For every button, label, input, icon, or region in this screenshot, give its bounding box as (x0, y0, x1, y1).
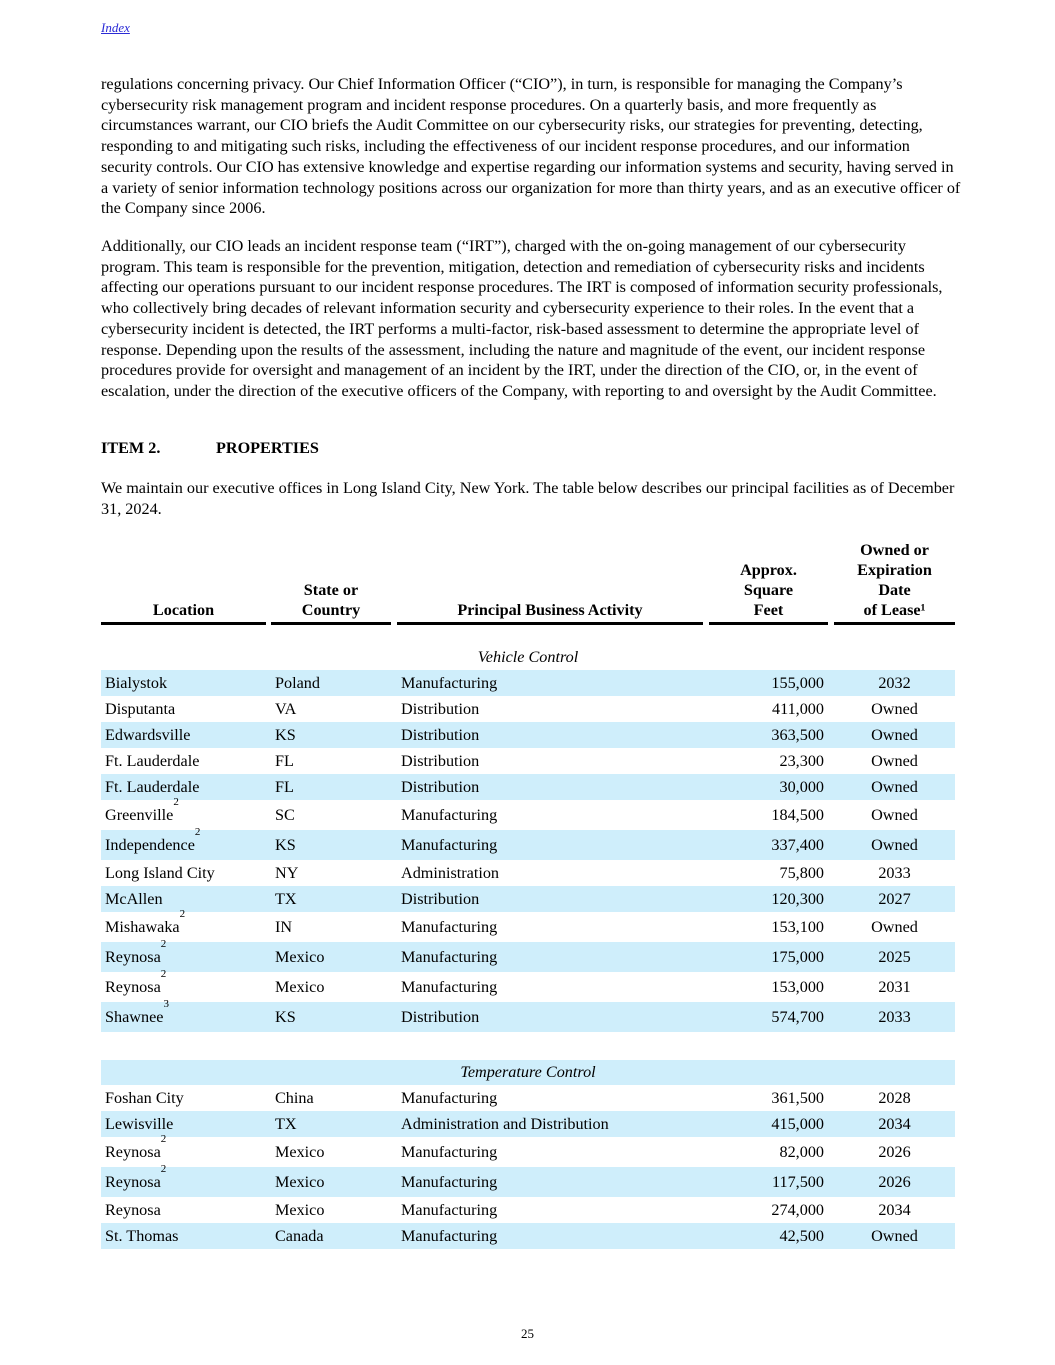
cell-state-country: Mexico (271, 942, 391, 972)
cell-activity: Manufacturing (397, 830, 703, 860)
footnote-marker: 2 (160, 937, 167, 950)
cell-square-feet: 411,000 (771, 699, 824, 718)
cell-square-feet: 337,400 (709, 830, 828, 860)
footnote-marker: 2 (160, 1132, 167, 1145)
cell-square-feet: 120,300 (709, 886, 828, 912)
cell-location: Disputanta (105, 699, 176, 718)
cell-square-feet: 574,700 (709, 1002, 828, 1032)
cell-activity: Manufacturing (401, 1200, 498, 1219)
spacer-row (101, 1032, 955, 1060)
cell-activity: Distribution (401, 699, 480, 718)
cell-state-country: KS (271, 1002, 391, 1032)
cell-activity: Distribution (397, 1002, 703, 1032)
cell-location: Reynosa$^2$ (105, 1132, 167, 1161)
cell-lease: 2032 (834, 670, 955, 696)
table-row (101, 886, 955, 912)
cell-square-feet: 274,000 (771, 1200, 824, 1219)
table-row (101, 1223, 955, 1249)
cell-activity: Manufacturing (401, 977, 498, 996)
cell-lease: 2031 (878, 977, 911, 996)
index-link[interactable]: Index (101, 20, 130, 35)
cell-lease: Owned (871, 917, 918, 936)
cell-state-country: Mexico (271, 1167, 391, 1197)
table-row (101, 830, 955, 860)
cell-activity: Manufacturing (397, 942, 703, 972)
cell-activity: Administration and Distribution (397, 1111, 703, 1137)
paragraph-properties-intro: We maintain our executive offices in Long Island City, New York. The table below describes our principal facilities as of December 31, 2024. (101, 479, 955, 518)
cell-activity: Manufacturing (397, 1167, 703, 1197)
footnote-marker: 2 (160, 967, 167, 980)
cell-lease: Owned (834, 1223, 955, 1249)
footnote-marker: 2 (160, 1162, 167, 1175)
cell-state-country: Poland (271, 670, 391, 696)
cell-location: Edwardsville (101, 722, 266, 748)
table-row (101, 774, 955, 800)
table-row (101, 748, 955, 774)
cell-state-country: KS (271, 830, 391, 860)
cell-location: Independence$^2$ (101, 830, 266, 860)
cell-square-feet: 153,100 (771, 917, 824, 936)
cell-location: Greenville$^2$ (105, 795, 179, 824)
cell-lease: 2033 (878, 863, 911, 882)
cell-square-feet: 175,000 (709, 942, 828, 972)
cell-state-country: KS (271, 722, 391, 748)
cell-state-country: FL (271, 774, 391, 800)
cell-square-feet: 153,000 (771, 977, 824, 996)
footnote-marker: 2 (179, 907, 186, 920)
cell-activity: Manufacturing (401, 1088, 498, 1107)
cell-square-feet: 184,500 (771, 805, 824, 824)
cell-state-country: Mexico (275, 1142, 325, 1161)
cell-location: McAllen (101, 886, 266, 912)
cell-lease: 2033 (834, 1002, 955, 1032)
cell-location: Lewisville (101, 1111, 266, 1137)
cell-activity: Distribution (397, 722, 703, 748)
header-state-country: State or Country (271, 540, 391, 625)
cell-square-feet: 155,000 (709, 670, 828, 696)
cell-activity: Manufacturing (397, 670, 703, 696)
table-row (101, 1167, 955, 1197)
cell-lease: Owned (871, 751, 918, 770)
spacer-row (101, 625, 955, 645)
header-square-feet: Approx. Square Feet (709, 540, 828, 625)
section-title: Temperature Control (101, 1060, 955, 1085)
cell-location: Shawnee$^3$ (101, 1002, 266, 1032)
cell-lease: Owned (871, 805, 918, 824)
cell-activity: Manufacturing (401, 1142, 498, 1161)
properties-table (101, 540, 955, 1249)
table-row (101, 696, 955, 722)
cell-location: Ft. Lauderdale (101, 774, 266, 800)
cell-activity: Manufacturing (401, 917, 498, 936)
cell-location: Reynosa$^2$ (101, 1167, 266, 1197)
cell-lease: Owned (834, 830, 955, 860)
cell-state-country: Mexico (275, 977, 325, 996)
table-row (101, 912, 955, 942)
cell-lease: Owned (834, 722, 955, 748)
cell-square-feet: 117,500 (709, 1167, 828, 1197)
cell-state-country: FL (275, 751, 294, 770)
cell-state-country: TX (271, 886, 391, 912)
cell-square-feet: 361,500 (771, 1088, 824, 1107)
cell-square-feet: 23,300 (779, 751, 824, 770)
footnote-marker: 2 (194, 825, 201, 838)
cell-state-country: NY (275, 863, 299, 882)
cell-location: Mishawaka$^2$ (105, 907, 186, 936)
page-number: 25 (521, 1326, 534, 1341)
item-number: ITEM 2. (101, 439, 161, 457)
footnote-marker: 3 (163, 997, 169, 1010)
table-row (101, 722, 955, 748)
cell-state-country: VA (275, 699, 297, 718)
section-header-row (101, 1060, 955, 1085)
cell-state-country: China (275, 1088, 314, 1107)
table-row (101, 1085, 955, 1111)
cell-lease: 2026 (834, 1167, 955, 1197)
table-row (101, 1197, 955, 1223)
footnote-marker: 2 (173, 795, 179, 808)
table-row (101, 942, 955, 972)
cell-state-country: SC (275, 805, 295, 824)
cell-location: Reynosa$^2$ (101, 942, 266, 972)
header-owned-expiration: Owned or Expiration Date of Lease¹ (834, 540, 955, 625)
cell-location: St. Thomas (101, 1223, 266, 1249)
cell-activity: Administration (401, 863, 500, 882)
cell-lease: 2026 (878, 1142, 911, 1161)
cell-location: Foshan City (105, 1088, 184, 1107)
cell-lease: Owned (871, 699, 918, 718)
table-row (101, 670, 955, 696)
table-row (101, 860, 955, 886)
cell-square-feet: 75,800 (779, 863, 824, 882)
cell-activity: Manufacturing (397, 1223, 703, 1249)
cell-activity: Distribution (401, 751, 480, 770)
cell-lease: Owned (834, 774, 955, 800)
table-row (101, 972, 955, 1002)
cell-activity: Distribution (397, 774, 703, 800)
cell-square-feet: 415,000 (709, 1111, 828, 1137)
section-title: Vehicle Control (477, 648, 579, 666)
cell-location: Long Island City (105, 863, 215, 882)
cell-location: Bialystok (101, 670, 266, 696)
cell-lease: 2034 (834, 1111, 955, 1137)
table-row (101, 800, 955, 830)
cell-state-country: Canada (271, 1223, 391, 1249)
cell-square-feet: 82,000 (779, 1142, 824, 1161)
item-title: PROPERTIES (216, 439, 319, 457)
item-heading (101, 439, 319, 458)
cell-state-country: Mexico (275, 1200, 325, 1219)
table-row (101, 1137, 955, 1167)
cell-activity: Manufacturing (401, 805, 498, 824)
cell-lease: 2028 (878, 1088, 911, 1107)
cell-location: Reynosa (105, 1200, 161, 1219)
cell-square-feet: 30,000 (709, 774, 828, 800)
paragraph-incident-response-team: Additionally, our CIO leads an incident response team (“IRT”), charged with the on-going management of our cybersecurity program. This team is responsible for the prevention, mitigation, detection and remediation of cybersecurity risks and incidents affecting our operations pursuant to our incident response procedures. The IRT is composed of information security professionals, who collectively bring decades of relevant information security and cybersecurity experience to their roles. In the event that a cybersecurity incident is detected, the IRT performs a multi-factor, risk-based assessment to determine the appropriate level of response. Depending upon the results of the assessment, including the nature and magnitude of the event, our incident response procedures provide for oversight and management of an incident by the IRT, under the direction of the CIO, or, in the event of escalation, under the direction of the executive officers of the Company, with reporting to and oversight by the Audit Committee. (101, 237, 943, 400)
cell-lease: 2025 (834, 942, 955, 972)
header-activity: Principal Business Activity (397, 540, 703, 625)
cell-state-country: TX (271, 1111, 391, 1137)
paragraph-cio-responsibilities: regulations concerning privacy. Our Chief Information Officer (“CIO”), in turn, is responsible for managing the Company’s cybersecurity risk management program and incident response procedures. On a quarterly basis, and more frequently as circumstances warrant, our CIO briefs the Audit Committee on our cybersecurity risks, our strategies for preventing, detecting, responding to and mitigating such risks, including the effectiveness of our incident response procedures, and our information security controls. Our CIO has extensive knowledge and expertise regarding our information systems and security, having served in a variety of senior information technology positions across our organization for more than thirty years, and as an executive officer of the Company since 2006. (101, 75, 961, 218)
cell-state-country: IN (275, 917, 293, 936)
table-header-row (101, 540, 955, 625)
section-header-row (101, 645, 955, 670)
cell-location: Ft. Lauderdale (105, 751, 200, 770)
cell-location: Reynosa$^2$ (105, 967, 167, 996)
table-row (101, 1111, 955, 1137)
cell-lease: 2027 (834, 886, 955, 912)
table-row (101, 1002, 955, 1032)
header-location: Location (101, 540, 266, 625)
cell-square-feet: 42,500 (709, 1223, 828, 1249)
cell-lease: 2034 (878, 1200, 911, 1219)
cell-square-feet: 363,500 (709, 722, 828, 748)
cell-activity: Distribution (397, 886, 703, 912)
